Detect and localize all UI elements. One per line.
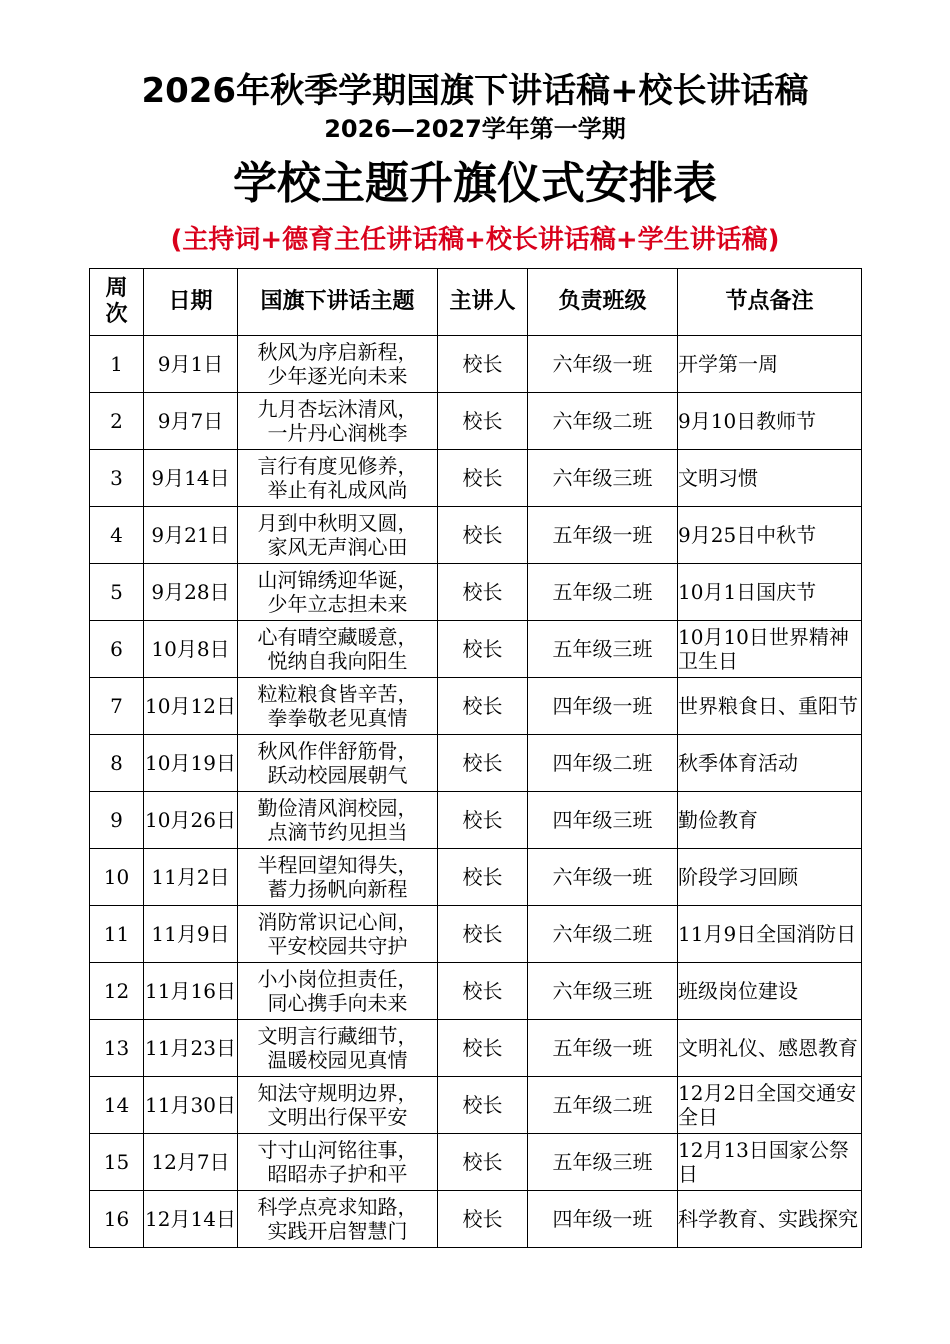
date-cell: 9月21日 (144, 507, 238, 564)
date-cell: 11月16日 (144, 963, 238, 1020)
week-cell: 6 (90, 621, 144, 678)
topic-line-2: 举止有礼成风尚 (267, 478, 408, 502)
week-cell: 7 (90, 678, 144, 735)
date-cell: 9月1日 (144, 336, 238, 393)
speaker-cell: 校长 (438, 1191, 528, 1248)
class-cell: 四年级二班 (528, 735, 678, 792)
topic-cell (238, 621, 438, 678)
topic-line-1: 小小岗位担责任， (257, 967, 418, 991)
topic-line-1: 秋风为序启新程， (257, 340, 418, 364)
speaker-cell: 校长 (438, 1020, 528, 1077)
topic-cell (238, 906, 438, 963)
week-cell: 2 (90, 393, 144, 450)
speaker-cell: 校长 (438, 906, 528, 963)
class-cell: 五年级三班 (528, 621, 678, 678)
column-header-week (90, 269, 144, 336)
date-cell: 12月14日 (144, 1191, 238, 1248)
topic-line-2: 昭昭赤子护和平 (267, 1162, 408, 1186)
table-row (90, 393, 862, 450)
speaker-cell: 校长 (438, 507, 528, 564)
column-header-speaker: 主讲人 (438, 269, 528, 336)
speaker-cell: 校长 (438, 1077, 528, 1134)
topic-cell (238, 792, 438, 849)
note-cell: 文明礼仪、感恩教育 (678, 1020, 862, 1077)
date-cell: 10月19日 (144, 735, 238, 792)
week-cell: 5 (90, 564, 144, 621)
class-cell: 六年级三班 (528, 963, 678, 1020)
date-cell: 11月23日 (144, 1020, 238, 1077)
topic-line-1: 半程回望知得失， (257, 853, 418, 877)
class-cell: 六年级三班 (528, 450, 678, 507)
week-cell: 11 (90, 906, 144, 963)
topic-cell (238, 963, 438, 1020)
topic-line-2: 拳拳敬老见真情 (267, 706, 408, 730)
class-cell: 五年级二班 (528, 564, 678, 621)
table-row (90, 1077, 862, 1134)
topic-cell (238, 1020, 438, 1077)
table-row (90, 1191, 862, 1248)
topic-cell (238, 678, 438, 735)
speaker-cell: 校长 (438, 792, 528, 849)
topic-cell (238, 849, 438, 906)
topic-line-2: 温暖校园见真情 (267, 1048, 408, 1072)
contents-subtitle: (主持词+德育主任讲话稿+校长讲话稿+学生讲话稿) (170, 225, 780, 255)
table-row (90, 336, 862, 393)
note-cell: 10月1日国庆节 (678, 564, 862, 621)
note-cell: 12月13日国家公祭日 (678, 1134, 862, 1191)
table-row (90, 1020, 862, 1077)
topic-line-2: 同心携手向未来 (267, 991, 408, 1015)
topic-line-1: 秋风作伴舒筋骨， (257, 739, 418, 763)
note-cell: 开学第一周 (678, 336, 862, 393)
class-cell: 五年级二班 (528, 1077, 678, 1134)
speaker-cell: 校长 (438, 1134, 528, 1191)
column-header-note: 节点备注 (678, 269, 862, 336)
speaker-cell: 校长 (438, 393, 528, 450)
speaker-cell: 校长 (438, 963, 528, 1020)
speaker-cell: 校长 (438, 450, 528, 507)
academic-year-subtitle: 2026—2027学年第一学期 (324, 115, 626, 143)
table-row (90, 678, 862, 735)
column-header-label: 周次 (105, 276, 128, 327)
class-cell: 六年级一班 (528, 849, 678, 906)
table-row (90, 792, 862, 849)
topic-line-1: 山河锦绣迎华诞， (257, 568, 418, 592)
table-row (90, 564, 862, 621)
topic-line-1: 文明言行藏细节， (257, 1024, 418, 1048)
note-cell: 12月2日全国交通安全日 (678, 1077, 862, 1134)
speaker-cell: 校长 (438, 336, 528, 393)
class-cell: 六年级一班 (528, 336, 678, 393)
table-row (90, 963, 862, 1020)
topic-line-2: 悦纳自我向阳生 (267, 649, 408, 673)
topic-cell (238, 393, 438, 450)
class-cell: 五年级三班 (528, 1134, 678, 1191)
column-header-class: 负责班级 (528, 269, 678, 336)
week-cell: 12 (90, 963, 144, 1020)
note-cell: 9月25日中秋节 (678, 507, 862, 564)
topic-line-2: 实践开启智慧门 (267, 1219, 408, 1243)
class-cell: 六年级二班 (528, 393, 678, 450)
note-cell: 文明习惯 (678, 450, 862, 507)
topic-line-2: 一片丹心润桃李 (267, 421, 408, 445)
topic-line-1: 粒粒粮食皆辛苦， (257, 682, 418, 706)
table-row (90, 450, 862, 507)
date-cell: 9月14日 (144, 450, 238, 507)
table-row (90, 507, 862, 564)
note-cell: 勤俭教育 (678, 792, 862, 849)
topic-cell (238, 1077, 438, 1134)
class-cell: 四年级三班 (528, 792, 678, 849)
date-cell: 10月12日 (144, 678, 238, 735)
column-header-date: 日期 (144, 269, 238, 336)
class-cell: 六年级二班 (528, 906, 678, 963)
speaker-cell: 校长 (438, 735, 528, 792)
table-header-row (90, 269, 862, 336)
topic-cell (238, 450, 438, 507)
topic-line-2: 点滴节约见担当 (267, 820, 408, 844)
note-cell: 阶段学习回顾 (678, 849, 862, 906)
topic-cell (238, 735, 438, 792)
topic-cell (238, 336, 438, 393)
class-cell: 五年级一班 (528, 507, 678, 564)
note-cell: 世界粮食日、重阳节 (678, 678, 862, 735)
topic-cell (238, 1134, 438, 1191)
note-cell: 10月10日世界精神卫生日 (678, 621, 862, 678)
column-header-topic: 国旗下讲话主题 (238, 269, 438, 336)
class-cell: 四年级一班 (528, 678, 678, 735)
table-row (90, 906, 862, 963)
week-cell: 9 (90, 792, 144, 849)
note-cell: 9月10日教师节 (678, 393, 862, 450)
document-title: 2026年秋季学期国旗下讲话稿+校长讲话稿 (141, 71, 809, 111)
week-cell: 3 (90, 450, 144, 507)
topic-cell (238, 1191, 438, 1248)
topic-line-1: 消防常识记心间， (257, 910, 418, 934)
note-cell: 11月9日全国消防日 (678, 906, 862, 963)
date-cell: 10月8日 (144, 621, 238, 678)
topic-line-2: 跃动校园展朝气 (267, 763, 408, 787)
topic-line-2: 文明出行保平安 (267, 1105, 408, 1129)
date-cell: 12月7日 (144, 1134, 238, 1191)
topic-line-1: 言行有度见修养， (257, 454, 418, 478)
week-cell: 8 (90, 735, 144, 792)
date-cell: 11月30日 (144, 1077, 238, 1134)
topic-line-1: 九月杏坛沐清风， (257, 397, 418, 421)
schedule-main-title: 学校主题升旗仪式安排表 (233, 158, 717, 209)
topic-line-1: 科学点亮求知路， (257, 1195, 418, 1219)
class-cell: 五年级一班 (528, 1020, 678, 1077)
week-cell: 4 (90, 507, 144, 564)
topic-line-2: 少年立志担未来 (267, 592, 408, 616)
speaker-cell: 校长 (438, 621, 528, 678)
date-cell: 11月9日 (144, 906, 238, 963)
date-cell: 10月26日 (144, 792, 238, 849)
date-cell: 11月2日 (144, 849, 238, 906)
topic-line-2: 蓄力扬帆向新程 (267, 877, 408, 901)
week-cell: 13 (90, 1020, 144, 1077)
speaker-cell: 校长 (438, 678, 528, 735)
topic-line-1: 月到中秋明又圆， (257, 511, 418, 535)
note-cell: 科学教育、实践探究 (678, 1191, 862, 1248)
topic-line-2: 平安校园共守护 (267, 934, 408, 958)
topic-cell (238, 507, 438, 564)
topic-line-1: 寸寸山河铭往事， (257, 1138, 418, 1162)
week-cell: 14 (90, 1077, 144, 1134)
topic-line-1: 勤俭清风润校园， (257, 796, 418, 820)
table-row (90, 735, 862, 792)
note-cell: 班级岗位建设 (678, 963, 862, 1020)
date-cell: 9月7日 (144, 393, 238, 450)
class-cell: 四年级一班 (528, 1191, 678, 1248)
topic-cell (238, 564, 438, 621)
week-cell: 1 (90, 336, 144, 393)
topic-line-1: 心有晴空藏暖意， (257, 625, 418, 649)
note-cell: 秋季体育活动 (678, 735, 862, 792)
topic-line-2: 少年逐光向未来 (267, 364, 408, 388)
topic-line-2: 家风无声润心田 (267, 535, 408, 559)
speaker-cell: 校长 (438, 564, 528, 621)
flag-ceremony-schedule-table (89, 268, 862, 1248)
topic-line-1: 知法守规明边界， (257, 1081, 418, 1105)
week-cell: 16 (90, 1191, 144, 1248)
week-cell: 15 (90, 1134, 144, 1191)
table-row (90, 1134, 862, 1191)
week-cell: 10 (90, 849, 144, 906)
speaker-cell: 校长 (438, 849, 528, 906)
table-row (90, 621, 862, 678)
table-row (90, 849, 862, 906)
date-cell: 9月28日 (144, 564, 238, 621)
